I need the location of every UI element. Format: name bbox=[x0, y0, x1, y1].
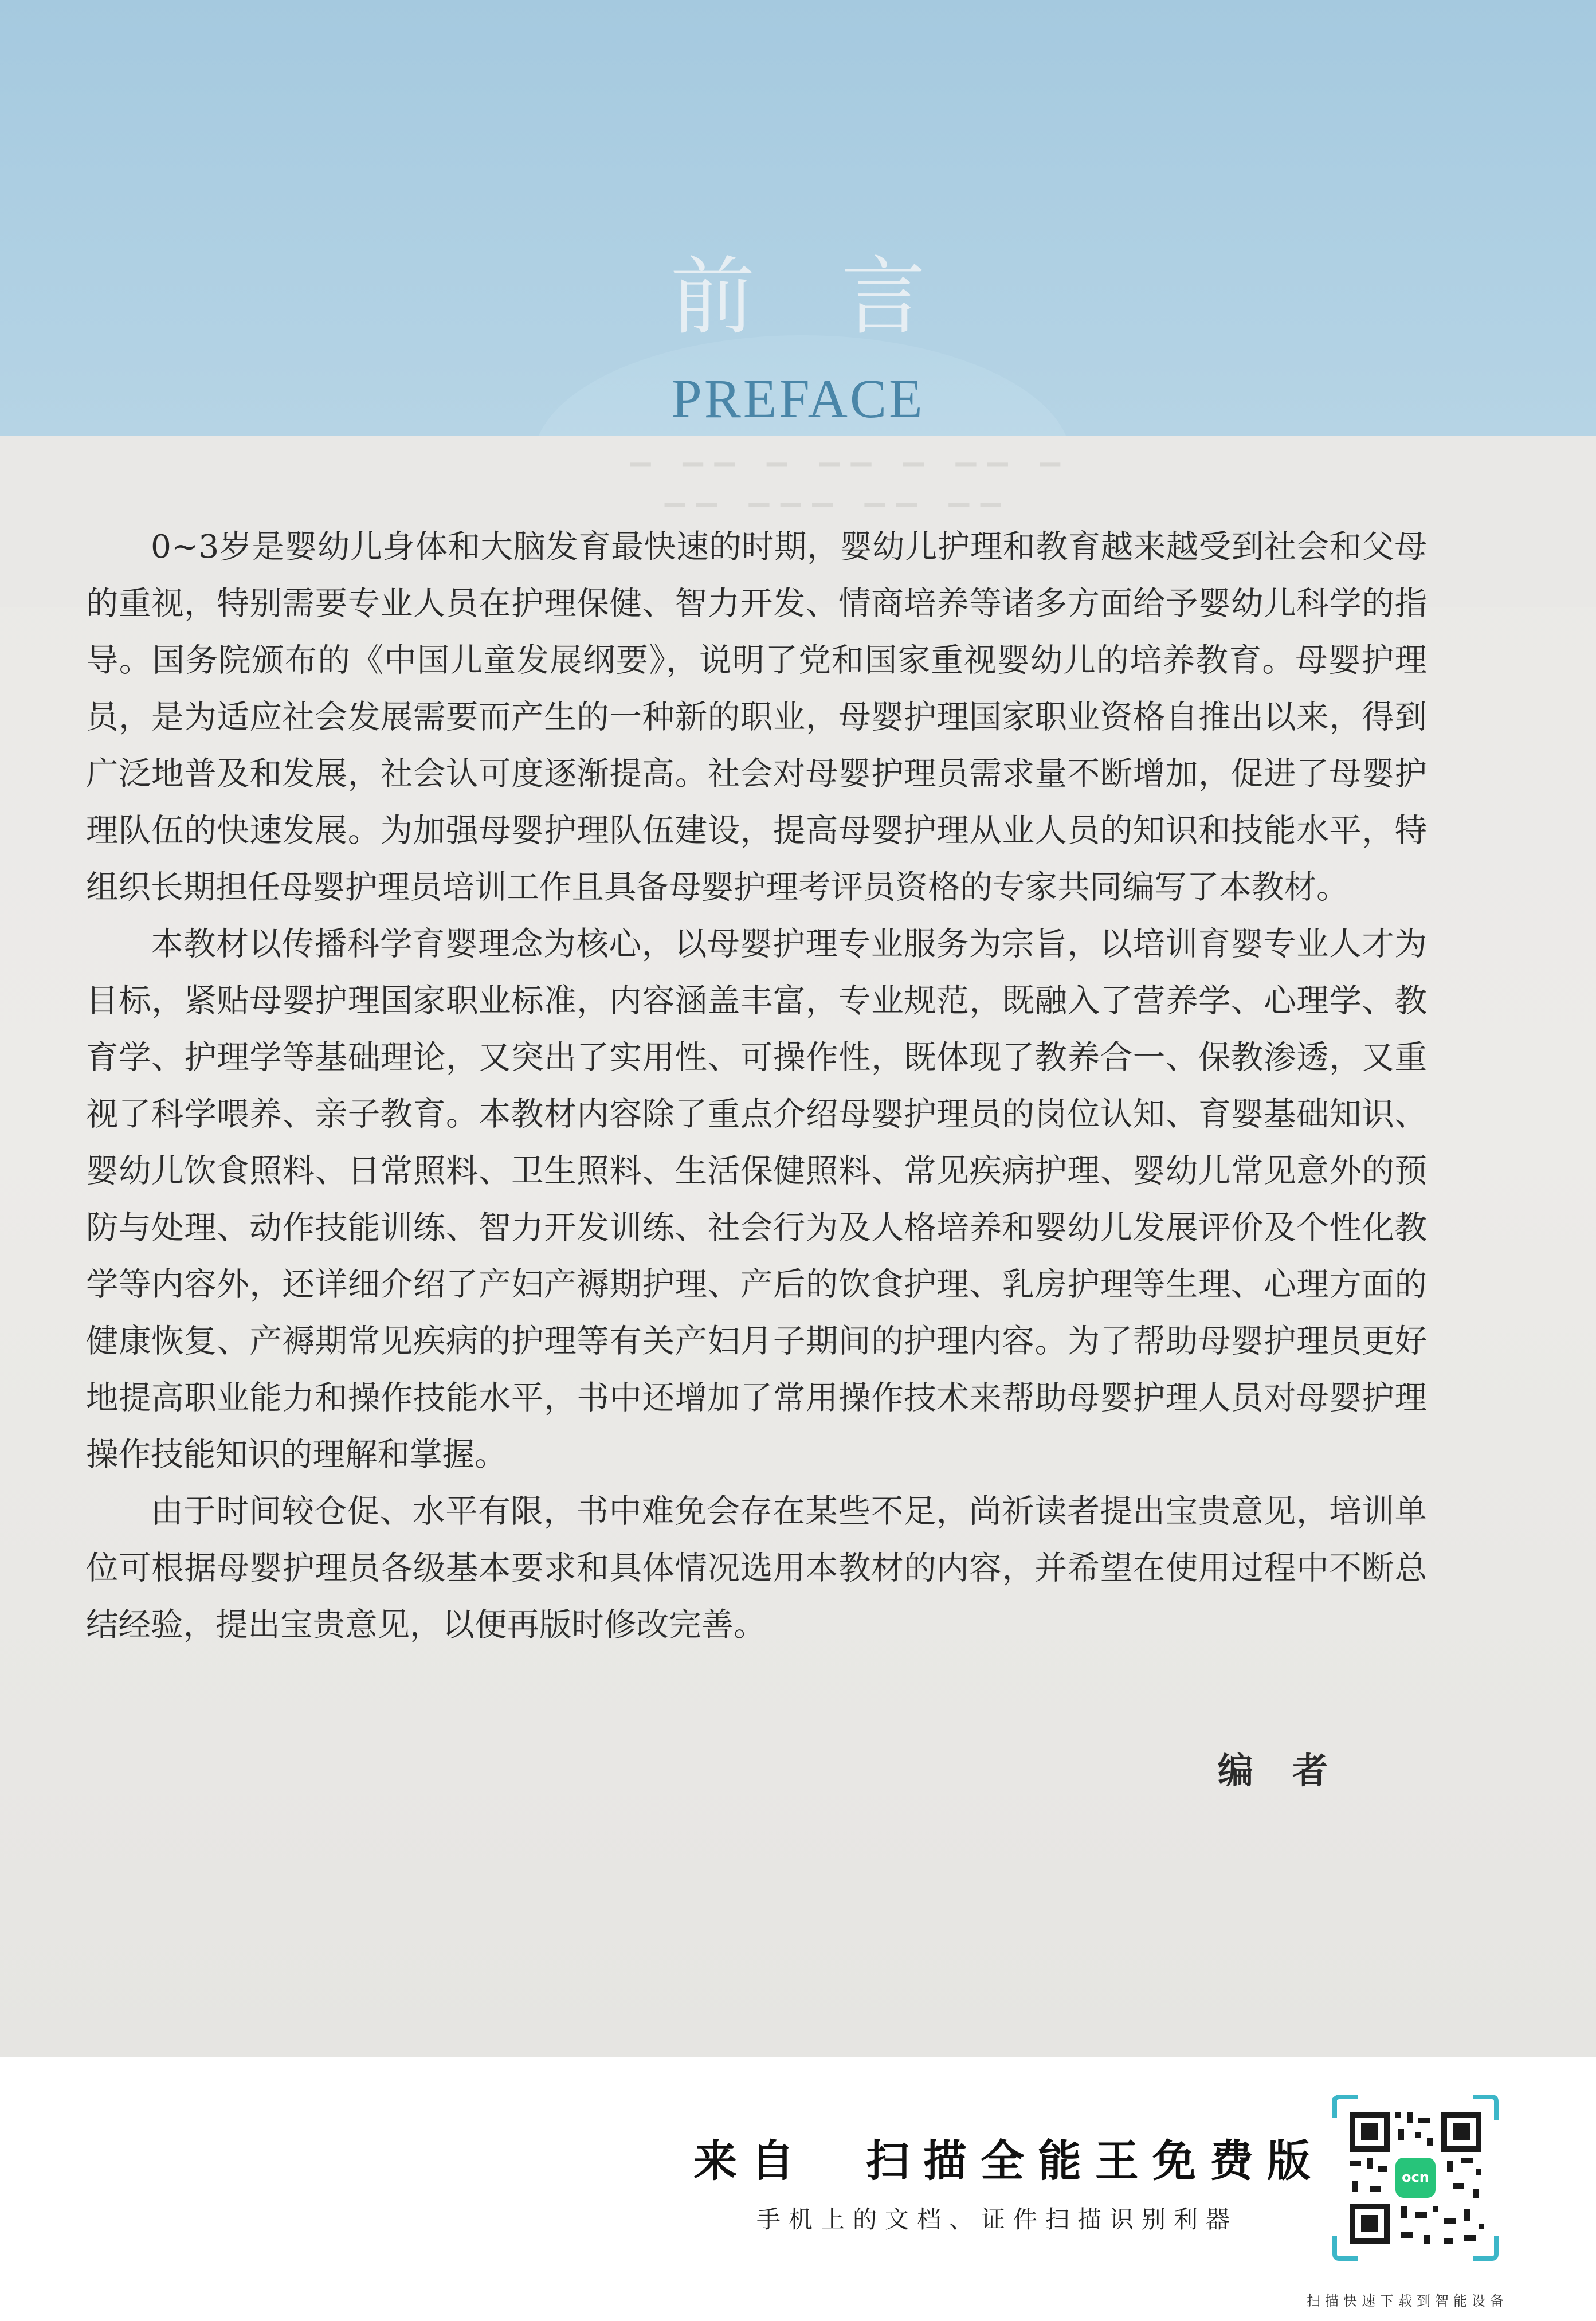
author-signature: 编者 bbox=[1218, 1750, 1367, 1791]
preface-paragraph: 本教材以传播科学育婴理念为核心，以母婴护理专业服务为宗旨，以培训育婴专业人才为目标，紧贴母婴护理国家职业标准，内容涵盖丰富，专业规范，既融入了营养学、心理学、教育学、护理学等基础理论，又突出了实用性、可操作性，既体现了教养合一、保教渗透，又重视了科学喂养、亲子教育。本教材内容除了重点介绍母婴护理员的岗位认知、育婴基础知识、婴幼儿饮食照料、日常照料、卫生照料、生活保健照料、常见疾病护理、婴幼儿常见意外的预防与处理、动作技能训练、智力开发训练、社会行为及人格培养和婴幼儿发展评价及个性化教学等内容外，还详细介绍了产妇产褥期护理、产后的饮食护理、乳房护理等生理、心理方面的健康恢复、产褥期常见疾病的护理等有关产妇月子期间的护理内容。为了帮助母婴护理员更好地提高职业能力和操作技能水平，书中还增加了常用操作技术来帮助母婴护理人员对母婴护理操作技能知识的理解和掌握。 bbox=[86, 926, 1427, 1473]
preface-paragraph: 由于时间较仓促、水平有限，书中难免会存在某些不足，尚祈读者提出宝贵意见，培训单位可根据母婴护理员各级基本要求和具体情况选用本教材的内容，并希望在使用过程中不断总结经验，提出宝贵意见，以便再版时修改完善。 bbox=[86, 1493, 1427, 1644]
svg-text:ocn: ocn bbox=[1402, 2169, 1429, 2185]
page-title-english: PREFACE bbox=[671, 368, 925, 429]
preface-paragraph: 0~3岁是婴幼儿身体和大脑发育最快速的时期，婴幼儿护理和教育越来越受到社会和父母的重视，特别需要专业人员在护理保健、智力开发、情商培养等诸多方面给予婴幼儿科学的指导。国务院颁布的《中国儿童发展纲要》，说明了党和国家重视婴幼儿的培养教育。母婴护理员，是为适应社会发展需要而产生的一种新的职业，母婴护理国家职业资格自推出以来，得到广泛地普及和发展，社会认可度逐渐提高。社会对母婴护理员需求量不断增加，促进了母婴护理队伍的快速发展。为加强母婴护理队伍建设，提高母婴护理从业人员的知识和技能水平，特组织长期担任母婴护理员培训工作且具备母婴护理考评员资格的专家共同编写了本教材。 bbox=[86, 528, 1427, 906]
qr-code[interactable] bbox=[1332, 2095, 1499, 2261]
watermark-subtitle: 手机上的文档、证件扫描识别利器 bbox=[756, 2205, 1238, 2233]
preface-body bbox=[86, 519, 1427, 1653]
bleed-through-text: ▁▁ ▁▁▁ ▁▁ ▁▁ bbox=[665, 476, 1013, 507]
qr-caption: 扫描快速下载到智能设备 bbox=[1307, 2293, 1508, 2309]
page-title-chinese: 前言 bbox=[670, 248, 1012, 346]
bleed-through-text: ▁ ▁▁ ▁ ▁▁ ▁ ▁▁ ▁ bbox=[630, 436, 1072, 466]
watermark-title: 来自 扫描全能王免费版 bbox=[693, 2135, 1324, 2186]
